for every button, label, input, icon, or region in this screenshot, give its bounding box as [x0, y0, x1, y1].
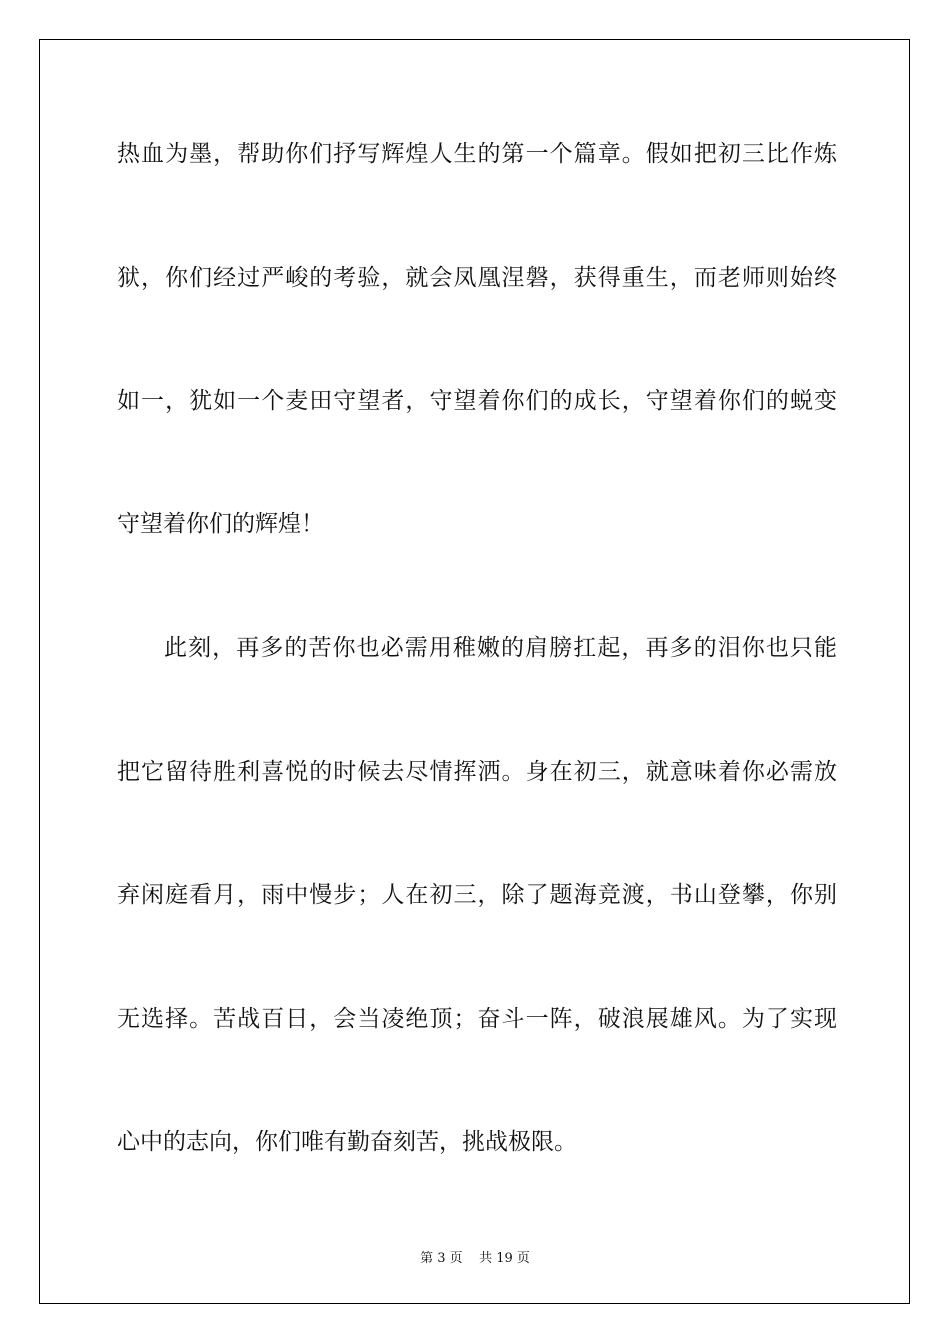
paragraph-line: 此刻，再多的苦你也必需用稚嫩的肩膀扛起，再多的泪你也只能	[164, 635, 837, 661]
paragraph-line: 热血为墨，帮助你们抒写辉煌人生的第一个篇章。假如把初三比作炼	[117, 141, 837, 167]
page-border	[39, 39, 910, 1304]
paragraph-line: 无选择。苦战百日，会当凌绝顶；奋斗一阵，破浪展雄风。为了实现	[117, 1006, 837, 1032]
paragraph-line: 弃闲庭看月，雨中慢步；人在初三，除了题海竞渡，书山登攀，你别	[117, 882, 837, 908]
page-number: 第 3 页 共 19 页	[420, 1251, 530, 1266]
paragraph-line: 把它留待胜利喜悦的时候去尽情挥洒。身在初三，就意味着你必需放	[117, 759, 837, 785]
paragraph-line: 守望着你们的辉煌！	[117, 511, 324, 537]
paragraph-line: 如一，犹如一个麦田守望者，守望着你们的成长，守望着你们的蜕变	[117, 388, 837, 414]
paragraph-line: 狱，你们经过严峻的考验，就会凤凰涅磐，获得重生，而老师则始终	[117, 265, 837, 291]
paragraph-line: 心中的志向，你们唯有勤奋刻苦，挑战极限。	[117, 1129, 577, 1155]
